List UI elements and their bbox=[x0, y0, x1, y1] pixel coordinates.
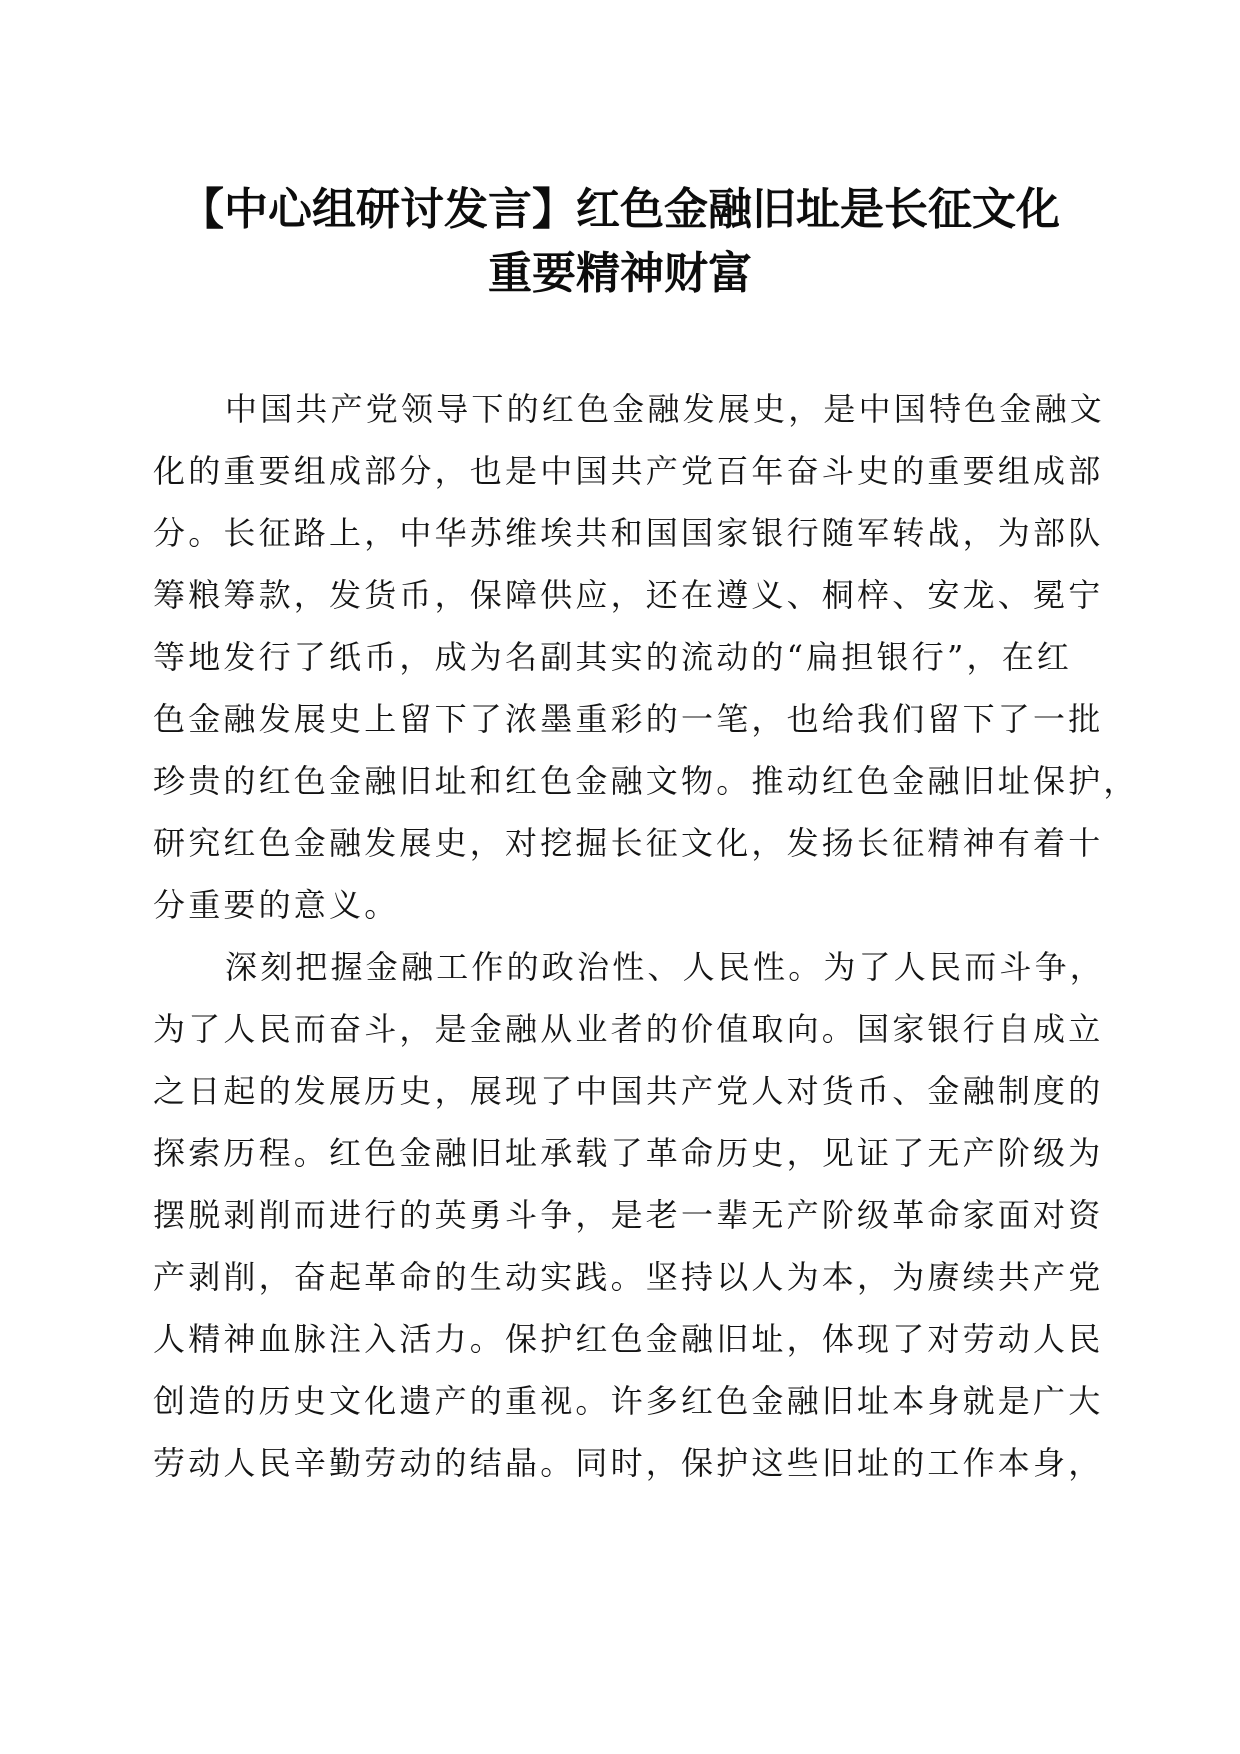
paragraph-line: 筹粮筹款，发货币，保障供应，还在遵义、桐梓、安龙、冕宁 bbox=[153, 576, 1104, 614]
paragraph-line: 中国共产党领导下的红色金融发展史，是中国特色金融文 bbox=[225, 390, 1106, 428]
paragraph-line: 深刻把握金融工作的政治性、人民性。为了人民而斗争， bbox=[225, 948, 1106, 986]
document-body bbox=[153, 378, 1139, 1494]
paragraph-line: 分。长征路上，中华苏维埃共和国国家银行随军转战，为部队 bbox=[153, 514, 1104, 552]
title-line-2: 重要精神财富 bbox=[488, 248, 752, 299]
paragraph-line: 摆脱剥削而进行的英勇斗争，是老一辈无产阶级革命家面对资 bbox=[153, 1196, 1104, 1234]
paragraph-line: 等地发行了纸币，成为名副其实的流动的“扁担银行”，在红 bbox=[153, 638, 1073, 676]
paragraph-line: 创造的历史文化遗产的重视。许多红色金融旧址本身就是广大 bbox=[153, 1382, 1104, 1420]
paragraph-2 bbox=[153, 936, 1106, 1494]
paragraph-line: 色金融发展史上留下了浓墨重彩的一笔，也给我们留下了一批 bbox=[153, 700, 1104, 738]
paragraph-line: 之日起的发展历史，展现了中国共产党人对货币、金融制度的 bbox=[153, 1072, 1104, 1110]
paragraph-line: 为了人民而奋斗，是金融从业者的价值取向。国家银行自成立 bbox=[153, 1010, 1104, 1048]
paragraph-line: 化的重要组成部分，也是中国共产党百年奋斗史的重要组成部 bbox=[153, 452, 1104, 490]
title-line-1: 【中心组研讨发言】红色金融旧址是长征文化 bbox=[180, 184, 1060, 235]
paragraph-line: 产剥削，奋起革命的生动实践。坚持以人为本，为赓续共产党 bbox=[153, 1258, 1104, 1296]
paragraph-line: 劳动人民辛勤劳动的结晶。同时，保护这些旧址的工作本身， bbox=[153, 1444, 1104, 1482]
paragraph-line: 探索历程。红色金融旧址承载了革命历史，见证了无产阶级为 bbox=[153, 1134, 1104, 1172]
paragraph-line: 人精神血脉注入活力。保护红色金融旧址，体现了对劳动人民 bbox=[153, 1320, 1104, 1358]
document-title bbox=[120, 178, 1120, 306]
paragraph-line: 研究红色金融发展史，对挖掘长征文化，发扬长征精神有着十 bbox=[153, 824, 1104, 862]
paragraph-line: 珍贵的红色金融旧址和红色金融文物。推动红色金融旧址保护， bbox=[153, 762, 1139, 800]
paragraph-1 bbox=[153, 378, 1139, 936]
paragraph-line: 分重要的意义。 bbox=[153, 886, 400, 924]
